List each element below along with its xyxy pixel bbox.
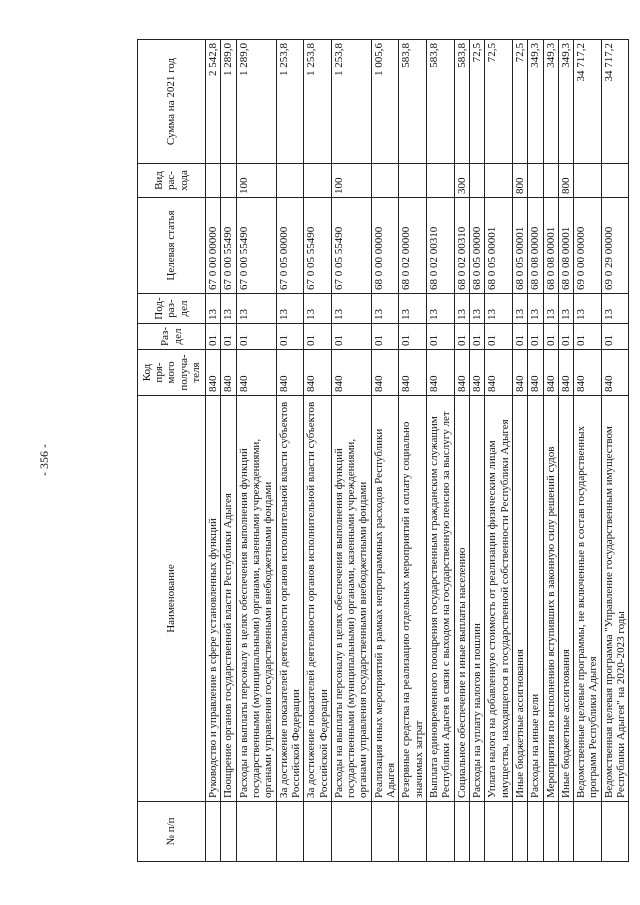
row-num xyxy=(276,802,304,862)
row-grbs: 840 xyxy=(543,350,558,396)
table-row xyxy=(512,40,527,862)
row-vr xyxy=(371,164,399,198)
row-num xyxy=(469,802,484,862)
row-grbs: 840 xyxy=(454,350,469,396)
row-razdel: 01 xyxy=(485,324,513,350)
row-csr: 68 0 05 00000 xyxy=(469,198,484,294)
row-razdel: 01 xyxy=(399,324,427,350)
row-grbs: 840 xyxy=(206,350,221,396)
row-csr: 68 0 02 00000 xyxy=(399,198,427,294)
table-row xyxy=(304,40,332,862)
row-name: Руководство и управление в сфере установленных функций xyxy=(206,396,221,802)
row-num xyxy=(304,802,332,862)
row-podrazdel: 13 xyxy=(276,294,304,324)
row-name: Иные бюджетные ассигнования xyxy=(558,396,573,802)
row-name: Резервные средства на реализацию отдельных мероприятий и оплату социально значимых затрат xyxy=(399,396,427,802)
header-csr: Целевая статья xyxy=(138,198,206,294)
table-row xyxy=(331,40,371,862)
row-vr xyxy=(221,164,236,198)
row-sum: 349,3 xyxy=(543,40,558,164)
row-num xyxy=(221,802,236,862)
row-podrazdel: 13 xyxy=(371,294,399,324)
row-vr: 100 xyxy=(236,164,276,198)
page-number xyxy=(34,430,54,490)
row-vr xyxy=(601,164,629,198)
row-podrazdel: 13 xyxy=(221,294,236,324)
row-grbs: 840 xyxy=(485,350,513,396)
row-podrazdel: 13 xyxy=(543,294,558,324)
table-row xyxy=(528,40,543,862)
row-razdel: 01 xyxy=(512,324,527,350)
row-razdel: 01 xyxy=(528,324,543,350)
row-razdel: 01 xyxy=(427,324,455,350)
table-row xyxy=(399,40,427,862)
row-csr: 68 0 05 00001 xyxy=(512,198,527,294)
header-razdel: Раз- дел xyxy=(138,324,206,350)
row-razdel: 01 xyxy=(454,324,469,350)
row-sum: 72,5 xyxy=(512,40,527,164)
row-sum: 72,5 xyxy=(485,40,513,164)
row-num xyxy=(512,802,527,862)
row-vr xyxy=(399,164,427,198)
row-sum: 2 542,8 xyxy=(206,40,221,164)
row-sum: 1 253,8 xyxy=(276,40,304,164)
row-podrazdel: 13 xyxy=(427,294,455,324)
row-csr: 67 0 05 55490 xyxy=(304,198,332,294)
row-csr: 67 0 00 55490 xyxy=(221,198,236,294)
table-header-row xyxy=(138,40,206,862)
budget-table-frame xyxy=(137,40,628,862)
row-podrazdel: 13 xyxy=(528,294,543,324)
table-row xyxy=(276,40,304,862)
row-name: Расходы на выплаты персоналу в целях обеспечения выполнения функций государственными (муниципальными) органами, казенными учреждениями, органами управления государственными внебюджетными фондами xyxy=(331,396,371,802)
row-grbs: 840 xyxy=(276,350,304,396)
row-csr: 69 0 29 00000 xyxy=(601,198,629,294)
row-grbs: 840 xyxy=(304,350,332,396)
table-row xyxy=(427,40,455,862)
header-grbs: Код пря- мого получа- теля xyxy=(138,350,206,396)
row-grbs: 840 xyxy=(574,350,602,396)
row-csr: 68 0 08 00001 xyxy=(543,198,558,294)
row-razdel: 01 xyxy=(558,324,573,350)
row-name: Расходы на уплату налогов и пошлин xyxy=(469,396,484,802)
budget-table xyxy=(137,39,629,862)
table-body xyxy=(206,40,629,862)
row-razdel: 01 xyxy=(574,324,602,350)
row-num xyxy=(371,802,399,862)
row-podrazdel: 13 xyxy=(574,294,602,324)
row-num xyxy=(528,802,543,862)
table-row xyxy=(601,40,629,862)
row-name: Уплата налога на добавленную стоимость от реализации физическим лицам имущества, находящегося в государственной собственности Республики Адыгея xyxy=(485,396,513,802)
header-vr: Вид рас- хода xyxy=(138,164,206,198)
row-vr xyxy=(206,164,221,198)
row-grbs: 840 xyxy=(427,350,455,396)
row-podrazdel: 13 xyxy=(304,294,332,324)
row-num xyxy=(206,802,221,862)
table-row xyxy=(543,40,558,862)
row-name: Иные бюджетные ассигнования xyxy=(512,396,527,802)
row-name: Мероприятия по исполнению вступивших в законную силу решений судов xyxy=(543,396,558,802)
row-vr xyxy=(543,164,558,198)
row-razdel: 01 xyxy=(221,324,236,350)
row-num xyxy=(558,802,573,862)
row-csr: 67 0 00 00000 xyxy=(206,198,221,294)
budget-table-rotated xyxy=(137,40,628,862)
row-razdel: 01 xyxy=(371,324,399,350)
row-podrazdel: 13 xyxy=(331,294,371,324)
table-row xyxy=(206,40,221,862)
row-name: Расходы на выплаты персоналу в целях обеспечения выполнения функций государственными (муниципальными) органами, казенными учреждениями, органами управления государственными внебюджетными фондами xyxy=(236,396,276,802)
row-csr: 68 0 05 00001 xyxy=(485,198,513,294)
row-sum: 349,3 xyxy=(528,40,543,164)
row-csr: 68 0 02 00310 xyxy=(427,198,455,294)
row-num xyxy=(236,802,276,862)
row-sum: 583,8 xyxy=(427,40,455,164)
table-row xyxy=(485,40,513,862)
page-number-text: - 356 - xyxy=(37,444,51,476)
table-row xyxy=(454,40,469,862)
row-razdel: 01 xyxy=(601,324,629,350)
row-vr xyxy=(276,164,304,198)
row-csr: 67 0 05 00000 xyxy=(276,198,304,294)
row-name: Расходы на иные цели xyxy=(528,396,543,802)
row-num xyxy=(427,802,455,862)
row-num xyxy=(574,802,602,862)
row-csr: 67 0 05 55490 xyxy=(331,198,371,294)
row-csr: 69 0 00 00000 xyxy=(574,198,602,294)
row-sum: 72,5 xyxy=(469,40,484,164)
table-row xyxy=(236,40,276,862)
row-sum: 1 253,8 xyxy=(304,40,332,164)
table-row xyxy=(558,40,573,862)
row-grbs: 840 xyxy=(371,350,399,396)
row-vr xyxy=(528,164,543,198)
row-grbs: 840 xyxy=(221,350,236,396)
row-razdel: 01 xyxy=(469,324,484,350)
table-row xyxy=(221,40,236,862)
row-csr: 68 0 08 00000 xyxy=(528,198,543,294)
row-vr xyxy=(304,164,332,198)
row-grbs: 840 xyxy=(331,350,371,396)
row-csr: 68 0 00 00000 xyxy=(371,198,399,294)
row-num xyxy=(543,802,558,862)
row-sum: 583,8 xyxy=(454,40,469,164)
header-name: Наименование xyxy=(138,396,206,802)
header-podrazdel: Под- раз- дел xyxy=(138,294,206,324)
header-sum: Сумма на 2021 год xyxy=(138,40,206,164)
row-razdel: 01 xyxy=(236,324,276,350)
row-podrazdel: 13 xyxy=(454,294,469,324)
row-sum: 583,8 xyxy=(399,40,427,164)
row-razdel: 01 xyxy=(276,324,304,350)
row-podrazdel: 13 xyxy=(399,294,427,324)
row-sum: 1 289,0 xyxy=(221,40,236,164)
row-num xyxy=(454,802,469,862)
row-podrazdel: 13 xyxy=(512,294,527,324)
row-sum: 34 717,2 xyxy=(601,40,629,164)
row-grbs: 840 xyxy=(528,350,543,396)
row-podrazdel: 13 xyxy=(601,294,629,324)
row-num xyxy=(601,802,629,862)
row-sum: 34 717,2 xyxy=(574,40,602,164)
header-num: № п/п xyxy=(138,802,206,862)
row-podrazdel: 13 xyxy=(558,294,573,324)
row-grbs: 840 xyxy=(558,350,573,396)
row-podrazdel: 13 xyxy=(206,294,221,324)
row-sum: 349,3 xyxy=(558,40,573,164)
row-sum: 1 253,8 xyxy=(331,40,371,164)
table-row xyxy=(469,40,484,862)
row-name: Поощрение органов государственной власти Республики Адыгея xyxy=(221,396,236,802)
row-csr: 67 0 00 55490 xyxy=(236,198,276,294)
row-grbs: 840 xyxy=(399,350,427,396)
row-name: Социальное обеспечение и иные выплаты населению xyxy=(454,396,469,802)
table-row xyxy=(574,40,602,862)
row-name: Ведомственные целевые программы, не включенные в состав государственных программ Республики Адыгея xyxy=(574,396,602,802)
row-vr: 800 xyxy=(558,164,573,198)
row-podrazdel: 13 xyxy=(236,294,276,324)
row-vr: 800 xyxy=(512,164,527,198)
row-razdel: 01 xyxy=(331,324,371,350)
row-sum: 1 005,6 xyxy=(371,40,399,164)
row-grbs: 840 xyxy=(236,350,276,396)
table-row xyxy=(371,40,399,862)
row-name: Реализация иных мероприятий в рамках непрограммных расходов Республики Адыгея xyxy=(371,396,399,802)
row-razdel: 01 xyxy=(206,324,221,350)
row-name: Выплата единовременного поощрения государственным гражданским служащим Республики Адыгея в связи с выходом на государственную пенсию за выслугу лет xyxy=(427,396,455,802)
row-name: Ведомственная целевая программа "Управление государственным имуществом Республики Адыгея" на 2020-2023 годы xyxy=(601,396,629,802)
row-razdel: 01 xyxy=(543,324,558,350)
row-razdel: 01 xyxy=(304,324,332,350)
row-num xyxy=(331,802,371,862)
row-grbs: 840 xyxy=(601,350,629,396)
row-num xyxy=(399,802,427,862)
row-grbs: 840 xyxy=(512,350,527,396)
row-num xyxy=(485,802,513,862)
row-vr xyxy=(469,164,484,198)
row-vr: 300 xyxy=(454,164,469,198)
row-vr xyxy=(574,164,602,198)
row-name: За достижение показателей деятельности органов исполнительной власти субъектов Российской Федерации xyxy=(304,396,332,802)
row-sum: 1 289,0 xyxy=(236,40,276,164)
row-csr: 68 0 02 00310 xyxy=(454,198,469,294)
row-csr: 68 0 08 00001 xyxy=(558,198,573,294)
row-vr xyxy=(485,164,513,198)
row-grbs: 840 xyxy=(469,350,484,396)
row-vr: 100 xyxy=(331,164,371,198)
row-name: За достижение показателей деятельности органов исполнительной власти субъектов Российской Федерации xyxy=(276,396,304,802)
row-podrazdel: 13 xyxy=(469,294,484,324)
row-vr xyxy=(427,164,455,198)
row-podrazdel: 13 xyxy=(485,294,513,324)
